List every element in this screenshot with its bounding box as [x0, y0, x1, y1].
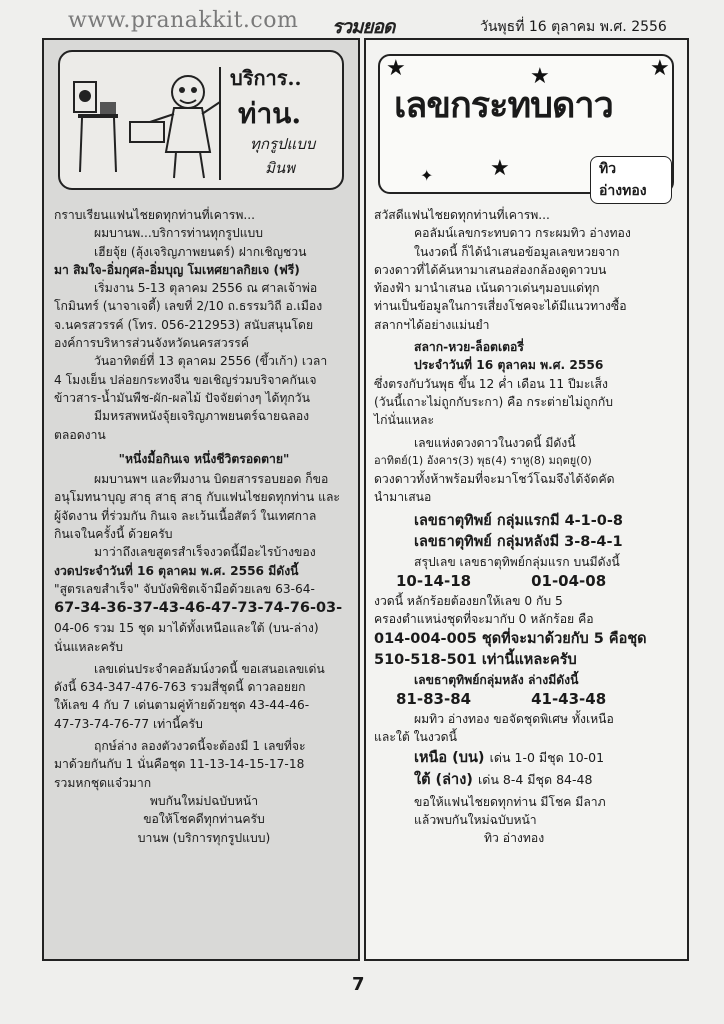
text-line: พบกันใหม่ปฉบับหน้า: [149, 793, 259, 808]
number-line: [374, 747, 686, 769]
text-line: ข้าวสาร-น้ำมันพืช-ผัก-ผลไม้ ปัจจัยต่างๆ ได้ทุกวัน: [54, 390, 310, 405]
text-line: มา สิมใจ-อิ่มกุศล-อิ่มบุญ โมเหศยาลกิยเจ (ฟรี): [54, 262, 300, 277]
text-line: ดวงดาวทั้งห้าพร้อมที่จะมาโชว์โฉมจึงได้จัดคัด: [374, 472, 615, 487]
text-line: คอลัมน์เลขกระทบดาว กระผมทิว อ่างทอง: [414, 226, 631, 241]
text-line: องค์การบริหารส่วนจังหวัดนครสวรรค์: [54, 336, 249, 351]
text-line: และใต้ ในงวดนี้: [374, 730, 457, 745]
number-line: 014-004-005 ชุดที่จะมาด้วยกับ 5 คือชุด: [374, 630, 647, 647]
text-line: สวัสดีแฟนไชยดทุกท่านที่เคารพ...: [374, 208, 550, 222]
number-set: 10-14-18: [396, 572, 472, 591]
right-column-header: [378, 54, 674, 199]
text-line: ผมทิว อ่างทอง ขอจัดชุดพิเศษ ทั้งเหนือ: [414, 711, 614, 726]
number-pair-line: [374, 689, 686, 710]
text-line: เฮียจุ้ย (ลุ้งเจริญภาพยนตร์) ฝากเชิญชวน: [94, 244, 307, 259]
text-line: เลขเด่นประจำคอลัมน์งวดนี้ ขอเสนอเลขเด่น: [94, 661, 325, 676]
text-line: ดังนี้ 634-347-476-763 รวมสี่ชุดนี้ ดาวลอยยก: [54, 680, 306, 695]
left-article-body: [54, 206, 354, 847]
text-line: 4 โมงเย็น ปล่อยกระทงจีน ขอเชิญร่วมบริจาคกันเจ: [54, 372, 317, 387]
author-signature: ทิว อ่างทอง: [484, 831, 545, 846]
text-line: อาทิตย์(1) อังคาร(3) พุธ(4) ราหู(8) มฤตยู(0): [374, 453, 592, 467]
text-line: ครองตำแหน่งชุดที่จะมากับ 0 หลักร้อย คือ: [374, 612, 594, 627]
value-lower: เด่น 8-4 มีชุด 84-48: [477, 771, 593, 787]
text-line: ฤกษ์ล่าง ลองตัวงวดนี้จะต้องมี 1 เลขที่จะ: [94, 739, 306, 754]
value-upper: เด่น 1-0 มีชุด 10-01: [489, 749, 605, 765]
text-line: ซึ่งตรงกับวันพุธ ขึ้น 12 ค่ำ เดือน 11 ปีมะเส็ง: [374, 376, 608, 391]
text-line: "สูตรเลขสำเร็จ" จับบังพิชิตเจ้ามือด้วยเลข 63-64-: [54, 581, 315, 596]
text-line: สลากฯได้อย่างแม่นยำ: [374, 317, 490, 332]
text-line: งวดนี้ หลักร้อยต้องยกให้เลข 0 กับ 5: [374, 594, 563, 609]
left-column-header: [58, 50, 344, 190]
header-title-line-3: ทุกรูปแบบ: [250, 135, 316, 153]
issue-date: วันพุธที่ 16 ตุลาคม พ.ศ. 2556: [480, 19, 667, 35]
text-line: ขอให้แฟนไชยดทุกท่าน มีโชค มีลาภ: [414, 794, 606, 809]
section-date: ประจำวันที่ 16 ตุลาคม พ.ศ. 2556: [414, 358, 604, 373]
number-set: 81-83-84: [396, 689, 472, 708]
text-line: เริ่มงาน 5-13 ตุลาคม 2556 ณ ศาลเจ้าพ่อ: [94, 281, 318, 296]
text-line: (วันนี้เถาะไม่ถูกกับระกา) คือ กระต่ายไม่ถูกกับ: [374, 394, 613, 409]
star-icon: ★: [530, 64, 550, 89]
text-line: มาด้วยกันกับ 1 นั่นคือชุด 11-13-14-15-17-18: [54, 757, 305, 772]
right-column: [364, 38, 689, 961]
text-line: ผู้จัดงาน ที่ร่วมกัน กินเจ ละเว้นเนื้อสัตว์ ในเทศกาล: [54, 508, 317, 523]
text-line: ผมบานพฯ และทีมงาน บิดยสารรอบยอด ก็ขอ: [94, 472, 329, 487]
text-line: สรุปเลข เลขธาตุทิพย์กลุ่มแรก บนมีดังนี้: [414, 554, 620, 569]
header-title-line-2: ท่าน.: [238, 97, 302, 130]
number-line: [374, 769, 686, 791]
column-author: ทิว อ่างทอง: [590, 156, 672, 204]
star-icon: ★: [490, 156, 510, 181]
text-line: งวดประจำวันที่ 16 ตุลาคม พ.ศ. 2556 มีดังนี้: [54, 563, 299, 578]
text-line: เลขแห่งดวงดาวในงวดนี้ มีดังนี้: [414, 435, 576, 450]
text-line: นำมาเสนอ: [374, 490, 432, 505]
number-line: เลขธาตุทิพย์ กลุ่มแรกมี 4-1-0-8: [414, 512, 623, 529]
star-icon: ★: [650, 56, 670, 81]
text-line: ผมบานพ...บริการท่านทุกรูปแบบ: [94, 226, 264, 241]
text-line: จ.นครสวรรค์ (โทร. 056-212953) สนับสนุนโดย: [54, 317, 314, 332]
text-line: อนุโมทนาบุญ สาธุ สาธุ สาธุ กับแฟนไชยดทุกท่าน และ: [54, 490, 340, 505]
text-line: ท่านเป็นข้อมูลในการเสี่ยงโชคจะได้มีแนวทางซื้อ: [374, 299, 627, 314]
author-signature: บานพ (บริการทุกรูปแบบ): [137, 830, 271, 845]
column-title: เลขกระทบดาว: [394, 84, 613, 126]
text-line: กราบเรียนแฟนไชยดทุกท่านที่เคารพ...: [54, 208, 255, 222]
slogan: "หนึ่งมื้อกินเจ หนึ่งชีวิตรอดตาย": [118, 451, 290, 466]
header-title-line-1: บริการ..: [230, 66, 302, 90]
section-heading: สลาก-หวย-ล็อตเตอรี่: [414, 340, 524, 355]
left-column: [42, 38, 360, 961]
star-icon: ★: [386, 56, 406, 81]
right-article-body: [374, 206, 686, 847]
cartoon-illustration: [70, 62, 230, 182]
text-line: ขอให้โชคดีทุกท่านครับ: [143, 812, 265, 827]
number-line: 67-34-36-37-43-46-47-73-74-76-03-: [54, 600, 343, 617]
text-line: 04-06 รวม 15 ชุด มาได้ทั้งเหนือและใต้ (บน-ล่าง): [54, 621, 319, 636]
text-line: โกมินทร์ (นาจาเจดี้) เลขที่ 2/10 ถ.ธรรมวิถี อ.เมือง: [54, 299, 323, 314]
page-number: 7: [352, 974, 365, 995]
text-line: 47-73-74-76-77 เท่านี้ครับ: [54, 716, 203, 731]
number-line: 510-518-501 เท่านี้แหละครับ: [374, 651, 577, 668]
text-line: รวมหกชุดแจ๋วมาก: [54, 775, 152, 790]
number-set: 01-04-08: [531, 572, 607, 591]
number-set: 41-43-48: [531, 689, 607, 708]
text-line: มีมหรสพหนังจุ้ยเจริญภาพยนตร์ฉายฉลอง: [94, 409, 310, 424]
label-upper: เหนือ (บน): [414, 749, 485, 766]
site-watermark: www.pranakkit.com: [68, 8, 299, 33]
text-line: กินเจในครั้งนี้ ด้วยครับ: [54, 527, 173, 542]
text-line: นั่นแหละครับ: [54, 639, 124, 654]
text-line: ตลอดงาน: [54, 427, 106, 442]
text-line: ไก่นั่นแหละ: [374, 413, 435, 428]
text-line: วันอาทิตย์ที่ 13 ตุลาคม 2556 (ขึ้วเก้า) เวลา: [94, 354, 328, 369]
label-lower: ใต้ (ล่าง): [414, 771, 473, 788]
header-signature: มินพ: [265, 159, 296, 177]
text-line: ดวงดาวที่ได้ค้นหามาเสนอส่องกล้องดูดาวบน: [374, 262, 607, 277]
text-line: ในงวดนี้ ก็ได้นำเสนอข้อมูลเลขหวยจาก: [414, 244, 620, 259]
number-pair-line: [374, 571, 686, 592]
text-line: ให้เลข 4 กับ 7 เด่นตามคู่ท้ายด้วยชุด 43-44-46-: [54, 698, 310, 713]
text-line: แล้วพบกันใหม่ฉบับหน้า: [414, 812, 537, 827]
number-line: เลขธาตุทิพย์ กลุ่มหลังมี 3-8-4-1: [414, 533, 623, 550]
text-line: ท้องฟ้า มานำเสนอ เน้นดาวเด่นๆมอบแด่ทุก: [374, 281, 600, 296]
text-line: มาว่าถึงเลขสูตรสำเร็จงวดนี้มีอะไรบ้างของ: [94, 545, 316, 560]
star-icon: ✦: [420, 166, 434, 185]
text-line: เลขธาตุทิพย์กลุ่มหลัง ล่างมีดังนี้: [414, 672, 579, 687]
masthead-logo: รวมยอด: [332, 16, 395, 38]
